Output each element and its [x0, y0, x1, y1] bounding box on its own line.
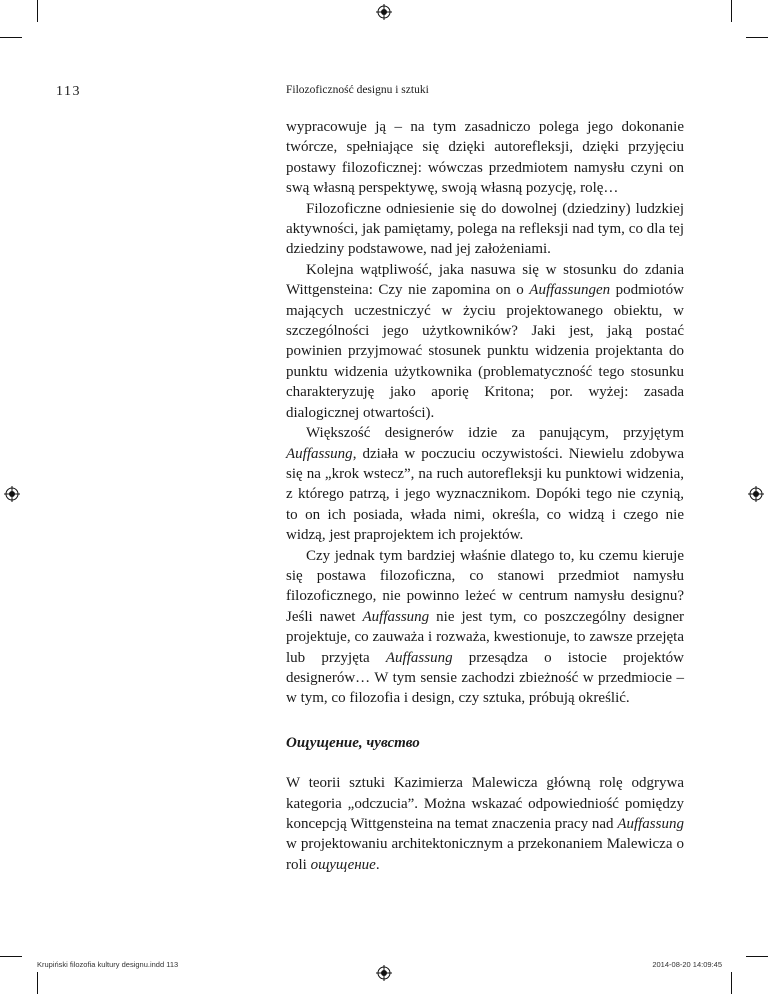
body-text — [286, 117, 684, 875]
paragraph: Większość designerów idzie za panującym, przyjętym Auffassung, działa w poczuciu oczywistości. Niewielu zdobywa się na „krok wstecz”, na ruch autorefleksji ku punktowi widzenia, z którego patrzą, i jego wyznacznikom. Dopóki tego nie czynią, to on ich posiada, włada nimi, określa, co widzą i czego nie widzą, jest praprojektem ich projektów. — [286, 425, 684, 544]
registration-mark-icon — [748, 486, 764, 502]
crop-mark-icon — [0, 956, 22, 957]
section-heading: Ощущение, чувство — [286, 734, 420, 751]
crop-mark-icon — [731, 0, 732, 22]
emphasis: ощущение — [310, 856, 376, 873]
timestamp: 2014-08-20 14:09:45 — [652, 960, 722, 969]
emphasis: Auffassung — [362, 608, 430, 625]
page-header — [0, 84, 768, 104]
registration-mark-icon — [376, 4, 392, 20]
emphasis: Auffassung — [385, 649, 453, 666]
paragraph: Czy jednak tym bardziej właśnie dlatego to, ku czemu kieruje się postawa filozoficzna, co stanowi przedmiot namysłu filozoficznego, nie powinno leżeć w centrum namysłu designu? Jeśli nawet Auffassung nie jest tym, co poszczególny designer projektuje, co zauważa i rozważa, kwestionuje, to zawsze przejęta lub przyjęta Auffassung przesądza o istocie projektów designerów… W tym sensie zachodzi zbieżność w przedmiocie – w tym, co filozofia i design, czy sztuka, próbują określić. — [286, 547, 684, 707]
paragraph: Kolejna wątpliwość, jaka nasuwa się w stosunku do zdania Wittgensteina: Czy nie zapomina on o Auffassungen podmiotów mających uczestniczyć w życiu projektowanego obiektu, w szczególności jego użytkowników? Jaki jest, jaką postać powinien przyjmować stosunek punktu widzenia projektanta do punktu widzenia użytkownika (problematyczność tego stosunku charakteryzuję jako aporię Kritona; por. wyżej: zasada dialogicznej otwartości). — [286, 261, 684, 421]
paragraph: wypracowuje ją – na tym zasadniczo polega jego dokonanie twórcze, spełniające się dzięki autorefleksji, dzięki przyjęciu postawy filozoficznej: wówczas przedmiotem namysłu czyni on swą własną perspektywę, swoją własną pozycję, rolę… — [286, 119, 684, 197]
crop-mark-icon — [37, 0, 38, 22]
running-title: Filozoficzność designu i sztuki — [286, 84, 429, 96]
file-name: Krupiński filozofia kultury designu.indd 113 — [37, 960, 179, 969]
emphasis: Auffassung — [617, 816, 684, 832]
registration-mark-icon — [4, 486, 20, 502]
paragraph: Filozoficzne odniesienie się do dowolnej (dziedziny) ludzkiej aktywności, jak pamiętamy, polega na refleksji nad tym, co dla tej dziedziny podstawowe, nad jej założeniami. — [286, 200, 684, 258]
emphasis: Auffassungen — [529, 282, 611, 299]
crop-mark-icon — [746, 956, 768, 957]
crop-mark-icon — [0, 37, 22, 38]
page-number: 113 — [56, 84, 81, 99]
paragraph: W teorii sztuki Kazimierza Malewicza główną rolę odgrywa kategoria „odczucia”. Można wskazać odpowiedniość pomiędzy koncepcją Wittgensteina na temat znaczenia pracy nad Auffassung w projektowaniu architektonicznym a przekonaniem Malewicza o roli ощущение. — [286, 775, 684, 873]
emphasis: Auffassung — [286, 445, 353, 462]
print-slug — [0, 960, 768, 976]
crop-mark-icon — [746, 37, 768, 38]
